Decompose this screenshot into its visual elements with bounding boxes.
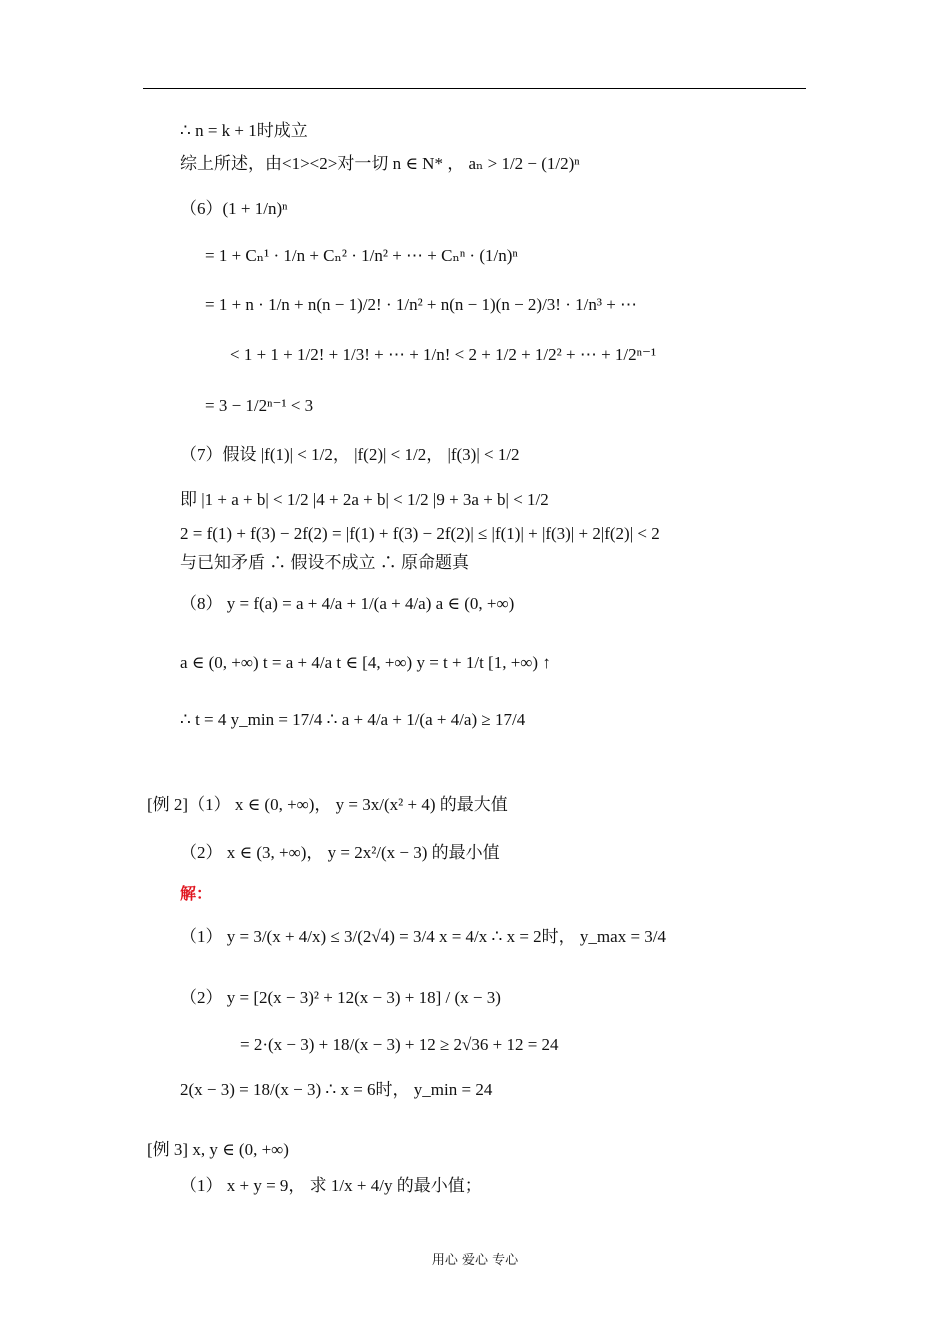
line-part7-assumption: （7）假设 |f(1)| < 1/2， |f(2)| < 1/2， |f(3)| < 1/2 [180,445,520,464]
line-solution-label: 解： [180,884,213,903]
line-part8-minimum: ∴ t = 4 y_min = 17/4 ∴ a + 4/a + 1/(a + 4/a) ≥ 17/4 [180,710,526,729]
line-bound-result: = 3 − 1/2ⁿ⁻¹ < 3 [205,396,314,415]
line-part7-conclusion: 与已知矛盾 ∴ 假设不成立 ∴ 原命题真 [180,553,469,572]
line-summary: 综上所述，由<1><2>对一切 n ∈ N* ， aₙ > 1/2 − (1/2)ⁿ [180,154,580,173]
line-part6-heading: （6）(1 + 1/n)ⁿ [180,199,288,218]
line-example3-part1: （1） x + y = 9， 求 1/x + 4/y 的最小值； [180,1176,482,1195]
line-solution-part2-expr: （2） y = [2(x − 3)² + 12(x − 3) + 18] / (x − 3) [180,988,501,1007]
line-expansion-terms: = 1 + n · 1/n + n(n − 1)/2! · 1/n² + n(n − 1)(n − 2)/3! · 1/n³ + ⋯ [205,295,638,314]
header-rule [143,88,806,89]
line-part8-function: （8） y = f(a) = a + 4/a + 1/(a + 4/a) a ∈ (0, +∞) [180,594,515,613]
line-induction-conclusion: ∴ n = k + 1时成立 [180,121,308,140]
line-example2-part2: （2） x ∈ (3, +∞)， y = 2x²/(x − 3) 的最小值 [180,843,500,862]
line-part8-substitution: a ∈ (0, +∞) t = a + 4/a t ∈ [4, +∞) y = t + 1/t [1, +∞) ↑ [180,653,551,672]
line-example2-part1: [例 2]（1） x ∈ (0, +∞)， y = 3x/(x² + 4) 的最大值 [147,795,508,814]
line-part7-contradiction: 2 = f(1) + f(3) − 2f(2) = |f(1) + f(3) − 2f(2)| ≤ |f(1)| + |f(3)| + 2|f(2)| < 2 [180,524,660,543]
line-solution-part2-bound: = 2·(x − 3) + 18/(x − 3) + 12 ≥ 2√36 + 12 = 24 [240,1035,559,1054]
line-solution-part1: （1） y = 3/(x + 4/x) ≤ 3/(2√4) = 3/4 x = 4/x ∴ x = 2时， y_max = 3/4 [180,927,667,946]
line-inequality-chain: < 1 + 1 + 1/2! + 1/3! + ⋯ + 1/n! < 2 + 1/2 + 1/2² + ⋯ + 1/2ⁿ⁻¹ [230,345,657,364]
page-footer: 用心 爱心 专心 [431,1253,519,1268]
line-solution-part2-equality: 2(x − 3) = 18/(x − 3) ∴ x = 6时， y_min = 24 [180,1080,493,1099]
line-part7-conditions: 即 |1 + a + b| < 1/2 |4 + 2a + b| < 1/2 |9 + 3a + b| < 1/2 [180,490,549,509]
line-example3-heading: [例 3] x, y ∈ (0, +∞) [147,1140,289,1159]
line-binomial-expansion: = 1 + Cₙ¹ · 1/n + Cₙ² · 1/n² + ⋯ + Cₙⁿ · (1/n)ⁿ [205,246,518,265]
